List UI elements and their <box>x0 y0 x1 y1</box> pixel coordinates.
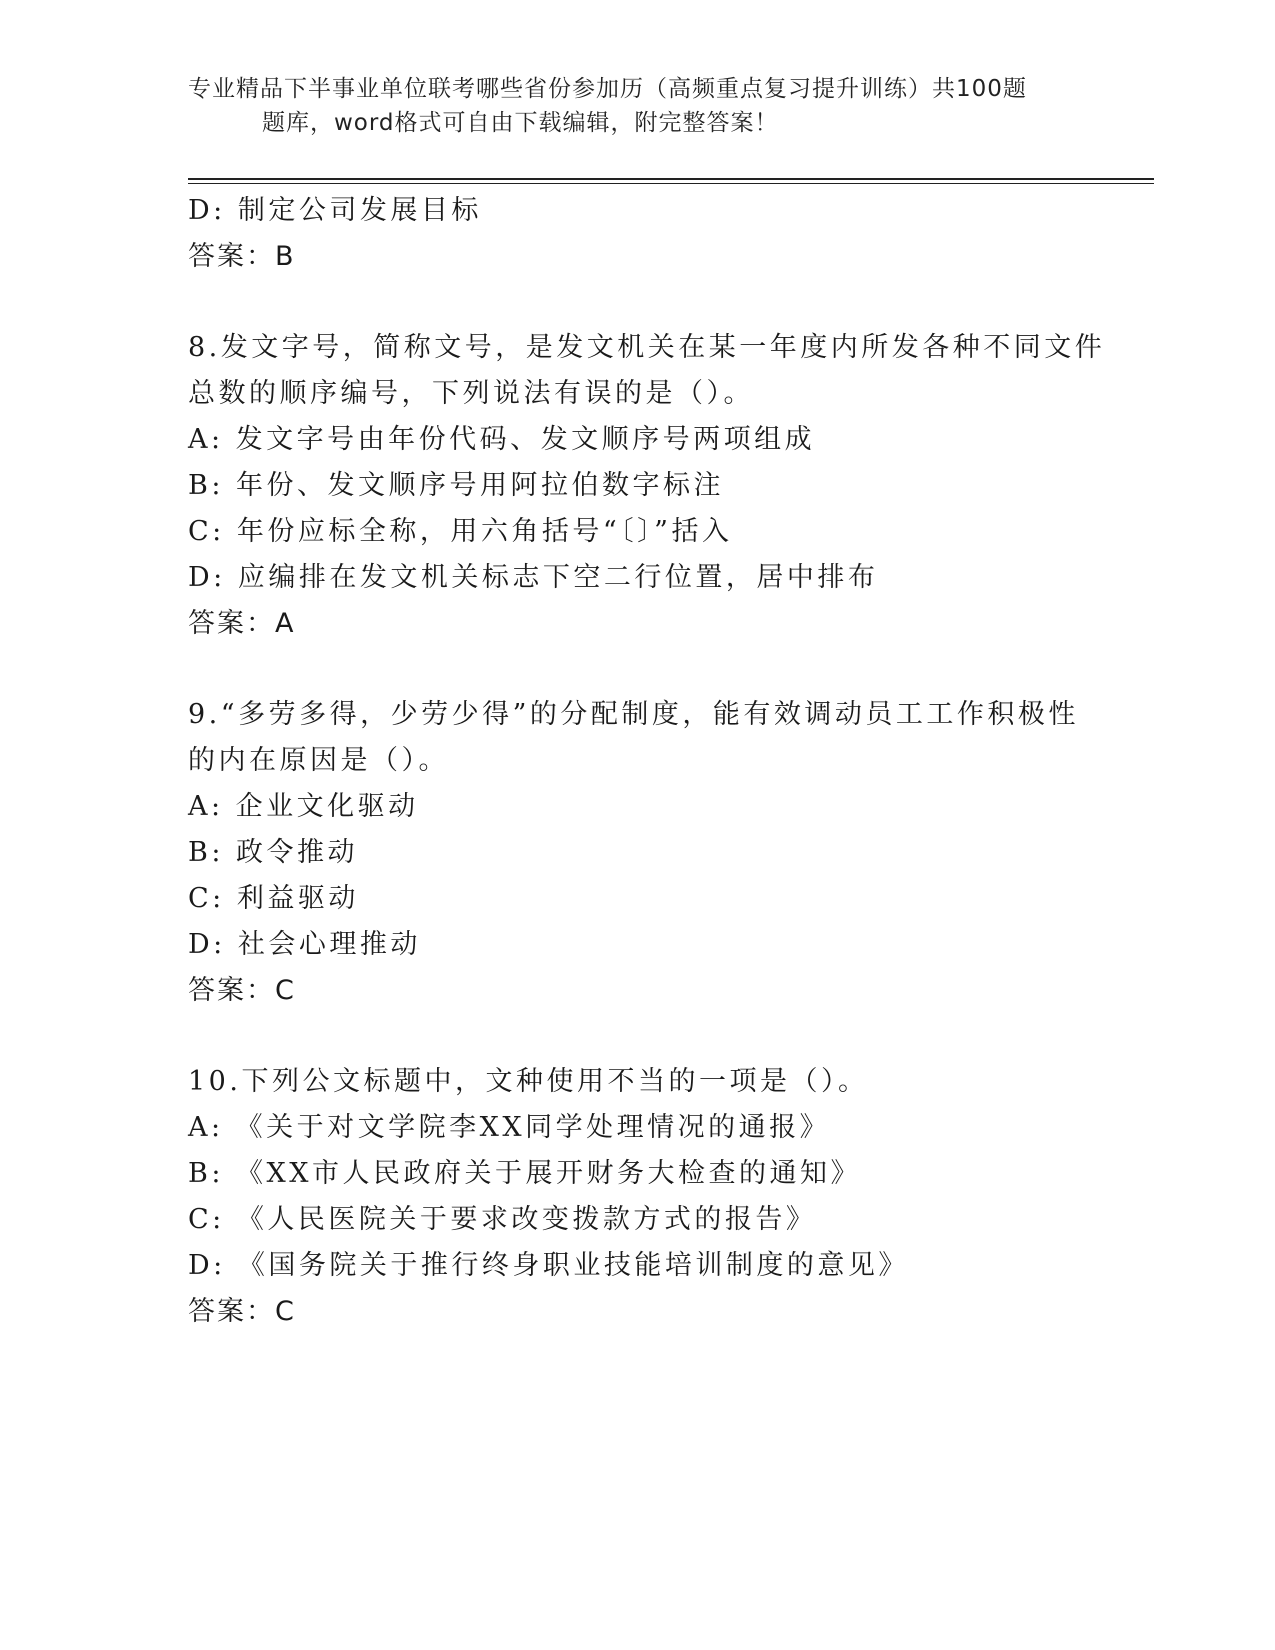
option-a: A: 发文字号由年份代码、发文顺序号两项组成 <box>188 424 816 455</box>
question-stem: 9.“多劳多得，少劳少得”的分配制度，能有效调动员工工作积极性 <box>188 699 1079 730</box>
option-d: D: 制定公司发展目标 <box>188 195 482 226</box>
option-b: B: 《XX市人民政府关于展开财务大检查的通知》 <box>188 1158 861 1189</box>
previous-question-tail <box>188 188 1088 280</box>
option-d: D: 应编排在发文机关标志下空二行位置，居中排布 <box>188 562 879 593</box>
question-stem: 10.下列公文标题中，文种使用不当的一项是（）。 <box>188 1066 869 1097</box>
question-stem-cont: 的内在原因是（）。 <box>188 745 449 776</box>
question-10 <box>188 1059 1088 1335</box>
answer-line: 答案：C <box>188 1296 296 1327</box>
answer-line: 答案：A <box>188 608 296 639</box>
option-c: C: 《人民医院关于要求改变拨款方式的报告》 <box>188 1204 817 1235</box>
question-8 <box>188 325 1106 647</box>
question-9 <box>188 692 1088 1014</box>
header-divider <box>188 178 1154 184</box>
option-b: B: 政令推动 <box>188 837 359 868</box>
answer-line: 答案：B <box>188 241 296 272</box>
question-stem-cont: 总数的顺序编号，下列说法有误的是（）。 <box>188 378 754 409</box>
header-title-line1: 专业精品下半事业单位联考哪些省份参加历（高频重点复习提升训练）共100题 <box>188 76 1027 102</box>
option-a: A: 《关于对文学院李XX同学处理情况的通报》 <box>188 1112 831 1143</box>
header-title-line2: 题库，word格式可自由下载编辑，附完整答案！ <box>262 110 779 136</box>
option-c: C: 利益驱动 <box>188 883 359 914</box>
option-d: D: 社会心理推动 <box>188 929 421 960</box>
option-a: A: 企业文化驱动 <box>188 791 419 822</box>
question-list <box>188 188 1106 1335</box>
page-header <box>188 72 1068 140</box>
option-c: C: 年份应标全称，用六角括号“〔〕”括入 <box>188 516 733 547</box>
option-b: B: 年份、发文顺序号用阿拉伯数字标注 <box>188 470 725 501</box>
option-d: D: 《国务院关于推行终身职业技能培训制度的意见》 <box>188 1250 909 1281</box>
question-stem: 8.发文字号，简称文号，是发文机关在某一年度内所发各种不同文件 <box>188 332 1106 363</box>
answer-line: 答案：C <box>188 975 296 1006</box>
